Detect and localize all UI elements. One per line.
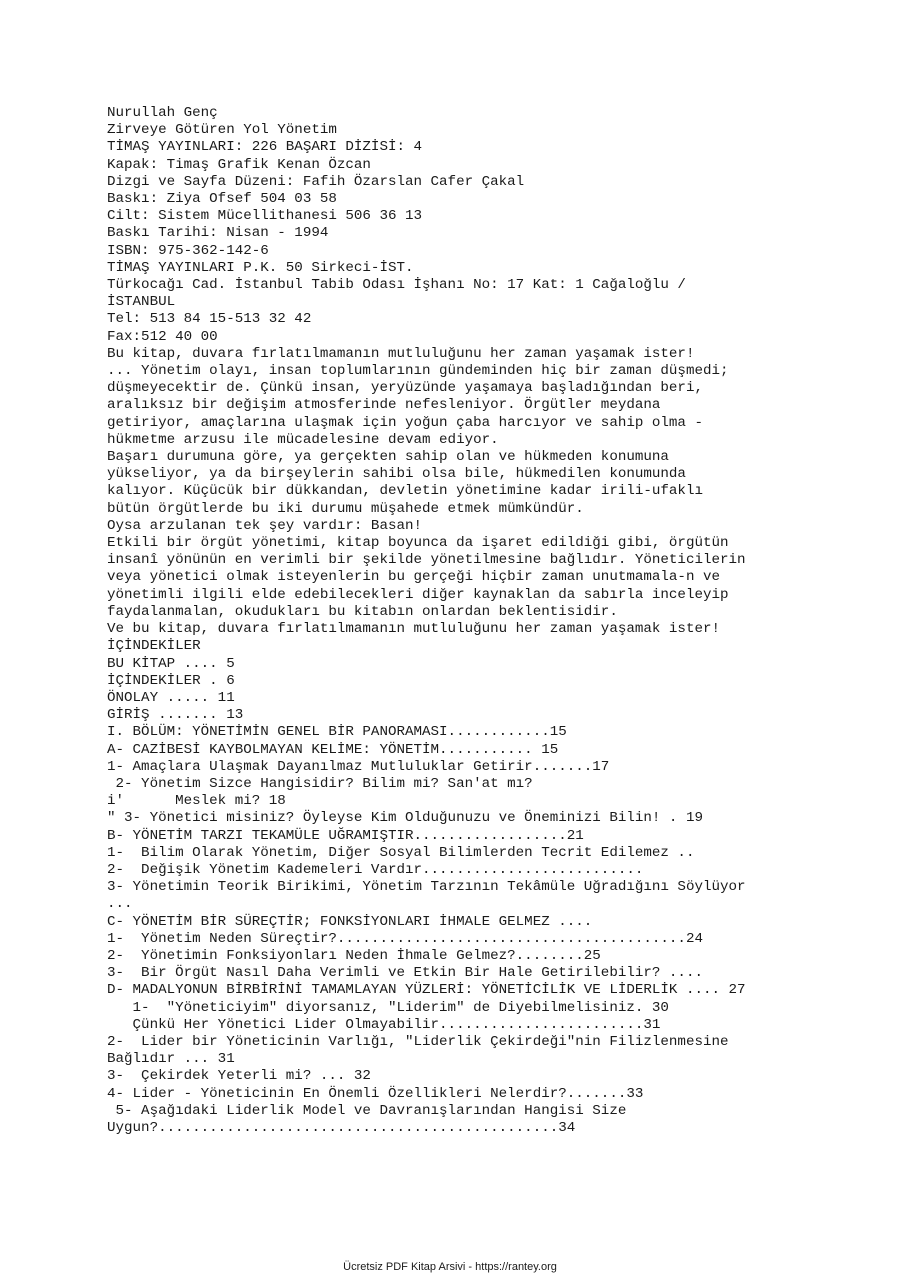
text-line: 2- Değişik Yönetim Kademeleri Vardır.......................... xyxy=(107,861,644,878)
text-line: GİRİŞ ....... 13 xyxy=(107,707,244,724)
text-line: Tel: 513 84 15-513 32 42 xyxy=(107,311,312,328)
text-line: BU KİTAP .... 5 xyxy=(107,655,235,672)
text-line: hükmetme arzusu ile mücadelesine devam ediyor. xyxy=(107,431,499,448)
text-line: ÖNOLAY ..... 11 xyxy=(107,689,235,706)
text-line: ... Yönetim olayı, insan toplumlarının gündeminden hiç bir zaman düşmedi; xyxy=(107,363,729,380)
text-line: ... xyxy=(107,896,133,913)
text-line: kalıyor. Küçücük bir dükkandan, devletin yönetimine kadar irili-ufaklı xyxy=(107,483,703,500)
text-line: Fax:512 40 00 xyxy=(107,328,218,345)
text-line: B- YÖNETİM TARZI TEKAMÜLE UĞRAMIŞTIR..................21 xyxy=(107,827,584,844)
text-line: 1- Amaçlara Ulaşmak Dayanılmaz Mutluluklar Getirir.......17 xyxy=(107,758,610,775)
text-line: Zirveye Götüren Yol Yönetim xyxy=(107,122,337,139)
text-line: i' Meslek mi? 18 xyxy=(107,793,286,810)
text-line: insanî yönünün en verimli bir şekilde yönetilmesine bağlıdır. Yöneticilerin xyxy=(107,552,746,569)
text-line: Nurullah Genç xyxy=(107,105,218,121)
text-line: ISBN: 975-362-142-6 xyxy=(107,242,269,259)
text-line: Dizgi ve Sayfa Düzeni: Fafih Özarslan Cafer Çakal xyxy=(107,173,525,190)
text-line: 3- Bir Örgüt Nasıl Daha Verimli ve Etkin Bir Hale Getirilebilir? .... xyxy=(107,965,703,982)
text-line: 3- Yönetimin Teorik Birikimi, Yönetim Tarzının Tekâmüle Uğradığını Söylüyor xyxy=(107,879,746,896)
text-line: Cilt: Sistem Mücellithanesi 506 36 13 xyxy=(107,208,423,225)
text-line: TİMAŞ YAYINLARI P.K. 50 Sirkeci-İST. xyxy=(107,259,414,276)
text-line: veya yönetici olmak isteyenlerin bu gerçeği hiçbir zaman unutmamala-n ve xyxy=(107,569,720,586)
text-line: faydalanmalan, okudukları bu kitabın onlardan beklentisidir. xyxy=(107,603,618,620)
document-body xyxy=(107,105,807,1137)
text-line: Başarı durumuna göre, ya gerçekten sahip olan ve hükmeden konumuna xyxy=(107,449,669,466)
text-line: aralıksız bir değişim atmosferinde nefesleniyor. Örgütler meydana xyxy=(107,397,661,414)
text-line: Uygun?...............................................34 xyxy=(107,1119,576,1136)
text-line: İÇİNDEKİLER xyxy=(107,638,201,655)
text-line: 2- Lider bir Yöneticinin Varlığı, "Liderlik Çekirdeği"nin Filizlenmesine xyxy=(107,1033,729,1050)
page-footer: Ücretsiz PDF Kitap Arsivi - https://rantey.org xyxy=(343,1261,557,1273)
text-line: Oysa arzulanan tek şey vardır: Basan! xyxy=(107,517,423,534)
text-line: getiriyor, amaçlarına ulaşmak için yoğun çaba harcıyor ve sahip olma - xyxy=(107,414,703,431)
text-line: 5- Aşağıdaki Liderlik Model ve Davranışlarından Hangisi Size xyxy=(107,1102,627,1119)
text-line: İÇİNDEKİLER . 6 xyxy=(107,672,235,689)
text-line: 1- Bilim Olarak Yönetim, Diğer Sosyal Bilimlerden Tecrit Edilemez .. xyxy=(107,844,695,861)
text-line: D- MADALYONUN BİRBİRİNİ TAMAMLAYAN YÜZLERİ: YÖNETİCİLİK VE LİDERLİK .... 27 xyxy=(107,982,746,999)
text-line: bütün örgütlerde bu iki durumu müşahede etmek mümkündür. xyxy=(107,500,584,517)
text-line: 1- "Yöneticiyim" diyorsanız, "Liderim" de Diyebilmelisiniz. 30 xyxy=(107,999,669,1016)
text-line: Kapak: Timaş Grafik Kenan Özcan xyxy=(107,156,371,173)
text-line: 2- Yönetim Sizce Hangisidir? Bilim mi? San'at mı? xyxy=(107,775,533,792)
text-line: TİMAŞ YAYINLARI: 226 BAŞARI DİZİSİ: 4 xyxy=(107,139,423,156)
text-line: Bağlıdır ... 31 xyxy=(107,1051,235,1068)
text-line: yükseliyor, ya da birşeylerin sahibi olsa bile, hükmedilen konumunda xyxy=(107,466,686,483)
text-line: Türkocağı Cad. İstanbul Tabib Odası İşhanı No: 17 Kat: 1 Cağaloğlu / xyxy=(107,277,686,294)
text-line: I. BÖLÜM: YÖNETİMİN GENEL BİR PANORAMASI............15 xyxy=(107,724,567,741)
text-line: düşmeyecektir de. Çünkü insan, yeryüzünde yaşamaya başladığından beri, xyxy=(107,380,703,397)
text-line: 3- Çekirdek Yeterli mi? ... 32 xyxy=(107,1068,371,1085)
text-line: İSTANBUL xyxy=(107,294,176,311)
text-line: Baskı Tarihi: Nisan - 1994 xyxy=(107,225,329,242)
text-line: Etkili bir örgüt yönetimi, kitap boyunca da işaret edildiği gibi, örgütün xyxy=(107,535,729,552)
text-line: A- CAZİBESİ KAYBOLMAYAN KELİME: YÖNETİM........... 15 xyxy=(107,741,559,758)
text-line: Ve bu kitap, duvara fırlatılmamanın mutluluğunu her zaman yaşamak ister! xyxy=(107,621,720,638)
text-line: yönetimli ilgili elde edebilecekleri diğer kaynaklan da sabırla inceleyip xyxy=(107,586,729,603)
text-line: C- YÖNETİM BİR SÜREÇTİR; FONKSİYONLARI İHMALE GELMEZ .... xyxy=(107,913,593,930)
text-line: " 3- Yönetici misiniz? Öyleyse Kim Olduğunuzu ve Öneminizi Bilin! . 19 xyxy=(107,810,703,827)
text-line: Çünkü Her Yönetici Lider Olmayabilir........................31 xyxy=(107,1016,661,1033)
text-line: 4- Lider - Yöneticinin En Önemli Özellikleri Nelerdir?.......33 xyxy=(107,1085,644,1102)
text-line: Baskı: Ziya Ofsef 504 03 58 xyxy=(107,191,337,208)
text-line: 2- Yönetimin Fonksiyonları Neden İhmale Gelmez?........25 xyxy=(107,947,601,964)
text-line: 1- Yönetim Neden Süreçtir?.........................................24 xyxy=(107,930,703,947)
text-line: Bu kitap, duvara fırlatılmamanın mutluluğunu her zaman yaşamak ister! xyxy=(107,345,695,362)
